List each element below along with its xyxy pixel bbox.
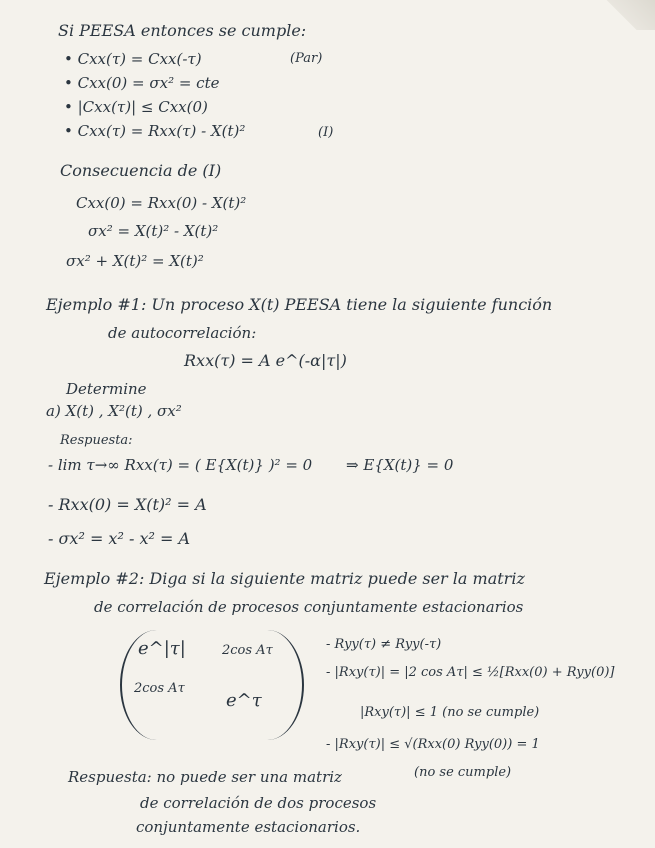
check-3: |Rxy(τ)| ≤ 1 (no se cumple) <box>360 705 540 720</box>
answer-variance: - σx² = x² - x² = A <box>48 529 191 548</box>
ejemplo1-title: Ejemplo #1: Un proceso X(t) PEESA tiene la siguiente función <box>46 295 553 314</box>
determine-label: Determine <box>66 380 147 398</box>
check-1: - Ryy(τ) ≠ Ryy(-τ) <box>326 637 442 652</box>
respuesta-2-line-3: conjuntamente estacionarios. <box>136 818 361 836</box>
check-2: - |Rxy(τ)| = |2 cos Aτ| ≤ ½[Rxx(0) + Ryy(0)] <box>326 665 615 680</box>
check-4: - |Rxy(τ)| ≤ √(Rxx(0) Ryy(0)) = 1 <box>326 737 540 752</box>
consecuencia-line-1: Cxx(0) = Rxx(0) - X(t)² <box>76 194 247 212</box>
equation-ref: (I) <box>318 125 334 140</box>
answer-implies: ⇒ E{X(t)} = 0 <box>346 456 454 474</box>
ejemplo2-subtitle: de correlación de procesos conjuntamente estacionarios <box>94 598 524 616</box>
ejemplo1-question: a) X(t) , X²(t) , σx² <box>46 402 182 420</box>
peesa-item-2: • Cxx(0) = σx² = cte <box>64 74 220 92</box>
peesa-title: Si PEESA entonces se cumple: <box>58 21 307 40</box>
ejemplo1-subtitle: de autocorrelación: <box>108 324 257 342</box>
peesa-item-4: • Cxx(τ) = Rxx(τ) - X(t)² <box>64 122 246 140</box>
peesa-item-3: • |Cxx(τ)| ≤ Cxx(0) <box>64 98 208 116</box>
peesa-item-1: • Cxx(τ) = Cxx(-τ) <box>64 50 202 68</box>
correlation-matrix <box>120 630 304 740</box>
page-fold-corner <box>605 0 655 30</box>
respuesta-2-line-2: de correlación de dos procesos <box>140 794 377 812</box>
consecuencia-line-3: σx² + X(t)² = X(t)² <box>66 252 204 270</box>
answer-rxx0: - Rxx(0) = X(t)² = A <box>48 495 207 514</box>
respuesta-label-1: Respuesta: <box>60 433 133 448</box>
respuesta-2-line-1: Respuesta: no puede ser una matriz <box>68 768 342 786</box>
par-note: (Par) <box>290 51 323 66</box>
check-5: (no se cumple) <box>414 765 512 780</box>
matrix-a12: 2cos Aτ <box>222 643 273 658</box>
consecuencia-line-2: σx² = X(t)² - X(t)² <box>88 222 219 240</box>
consecuencia-title: Consecuencia de (I) <box>60 161 222 180</box>
ejemplo1-formula: Rxx(τ) = A e^(-α|τ|) <box>184 351 347 370</box>
ejemplo2-title: Ejemplo #2: Diga si la siguiente matriz puede ser la matriz <box>44 569 525 588</box>
matrix-a22: e^τ <box>226 690 262 711</box>
matrix-a11: e^|τ| <box>138 638 186 659</box>
matrix-a21: 2cos Aτ <box>134 681 185 696</box>
answer-limit: - lim τ→∞ Rxx(τ) = ( E{X(t)} )² = 0 <box>48 456 313 474</box>
